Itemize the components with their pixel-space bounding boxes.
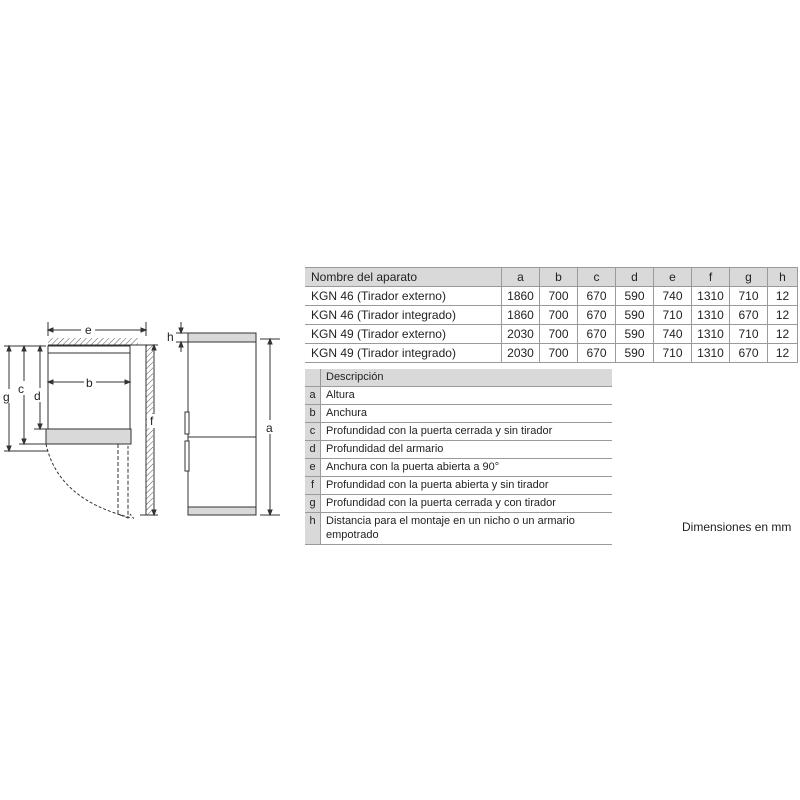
label-b: b	[86, 376, 93, 390]
description-text: Profundidad con la puerta cerrada y con tirador	[321, 495, 613, 513]
label-f: f	[150, 414, 154, 428]
description-text: Altura	[321, 387, 613, 405]
cell-f: 1310	[692, 306, 730, 325]
label-d: d	[34, 389, 41, 403]
description-key: a	[305, 387, 321, 405]
cell-b: 700	[540, 325, 578, 344]
table-row	[305, 344, 798, 363]
cell-d: 590	[616, 325, 654, 344]
cell-g: 670	[730, 306, 768, 325]
handle-upper	[185, 412, 189, 434]
description-key: f	[305, 477, 321, 495]
description-text: Anchura	[321, 405, 613, 423]
row-name: KGN 49 (Tirador integrado)	[305, 344, 502, 363]
header-h: h	[768, 268, 798, 287]
label-c: c	[18, 382, 24, 396]
label-a: a	[266, 421, 273, 435]
dim-d	[34, 346, 46, 429]
cell-b: 700	[540, 287, 578, 306]
units-note: Dimensiones en mm	[682, 520, 792, 534]
cell-a: 1860	[502, 287, 540, 306]
header-b: b	[540, 268, 578, 287]
header-d: d	[616, 268, 654, 287]
description-text: Profundidad con la puerta cerrada y sin tirador	[321, 423, 613, 441]
list-item	[305, 441, 612, 459]
handle-lower	[185, 441, 189, 471]
row-name: KGN 46 (Tirador integrado)	[305, 306, 502, 325]
label-e: e	[85, 323, 92, 337]
description-text: Profundidad del armario	[321, 441, 613, 459]
description-header-row	[305, 369, 612, 387]
label-h: h	[167, 330, 174, 344]
cell-g: 710	[730, 325, 768, 344]
cell-c: 670	[578, 287, 616, 306]
door-swing-arc	[46, 444, 132, 518]
cell-d: 590	[616, 287, 654, 306]
cell-g: 670	[730, 344, 768, 363]
side-view	[185, 333, 256, 515]
door-top	[46, 429, 131, 444]
header-f: f	[692, 268, 730, 287]
cell-c: 670	[578, 344, 616, 363]
cell-f: 1310	[692, 287, 730, 306]
description-table	[305, 369, 612, 545]
door-open-dashed	[118, 444, 128, 518]
header-c: c	[578, 268, 616, 287]
dimensions-table	[305, 267, 798, 363]
list-item	[305, 513, 612, 545]
dim-h	[176, 322, 188, 352]
table-row	[305, 287, 798, 306]
label-g: g	[3, 390, 10, 404]
cell-c: 670	[578, 325, 616, 344]
cell-a: 2030	[502, 325, 540, 344]
cell-e: 740	[654, 325, 692, 344]
side-wall-hatch	[146, 345, 153, 515]
row-name: KGN 46 (Tirador externo)	[305, 287, 502, 306]
description-header: Descripción	[321, 369, 613, 387]
list-item	[305, 495, 612, 513]
list-item	[305, 405, 612, 423]
dim-e	[48, 322, 146, 336]
description-key: e	[305, 459, 321, 477]
header-g: g	[730, 268, 768, 287]
cell-h: 12	[768, 287, 798, 306]
fridge-body	[188, 342, 256, 507]
cell-a: 2030	[502, 344, 540, 363]
description-key: c	[305, 423, 321, 441]
cell-h: 12	[768, 306, 798, 325]
description-header-key	[305, 369, 321, 387]
cell-d: 590	[616, 344, 654, 363]
appliance-dimension-drawing	[0, 0, 300, 560]
table-row	[305, 325, 798, 344]
header-e: e	[654, 268, 692, 287]
list-item	[305, 477, 612, 495]
list-item	[305, 459, 612, 477]
cell-e: 740	[654, 287, 692, 306]
fridge-base	[188, 507, 256, 515]
list-item	[305, 423, 612, 441]
cell-h: 12	[768, 325, 798, 344]
back-wall-hatch	[48, 338, 138, 345]
cell-h: 12	[768, 344, 798, 363]
cell-f: 1310	[692, 325, 730, 344]
row-name: KGN 49 (Tirador externo)	[305, 325, 502, 344]
fridge-top-strip	[188, 333, 256, 342]
description-text: Distancia para el montaje en un nicho o un armario empotrado	[321, 513, 613, 545]
header-a: a	[502, 268, 540, 287]
description-key: d	[305, 441, 321, 459]
description-key: b	[305, 405, 321, 423]
cell-e: 710	[654, 344, 692, 363]
header-appliance-name: Nombre del aparato	[305, 268, 502, 287]
top-view	[46, 338, 153, 520]
description-key: h	[305, 513, 321, 545]
cell-c: 670	[578, 306, 616, 325]
cell-b: 700	[540, 344, 578, 363]
cell-g: 710	[730, 287, 768, 306]
cell-a: 1860	[502, 306, 540, 325]
list-item	[305, 387, 612, 405]
description-text: Profundidad con la puerta abierta y sin tirador	[321, 477, 613, 495]
table-row	[305, 306, 798, 325]
cell-e: 710	[654, 306, 692, 325]
cell-f: 1310	[692, 344, 730, 363]
cell-d: 590	[616, 306, 654, 325]
cell-b: 700	[540, 306, 578, 325]
description-text: Anchura con la puerta abierta a 90°	[321, 459, 613, 477]
dimensions-header-row	[305, 268, 798, 287]
description-key: g	[305, 495, 321, 513]
